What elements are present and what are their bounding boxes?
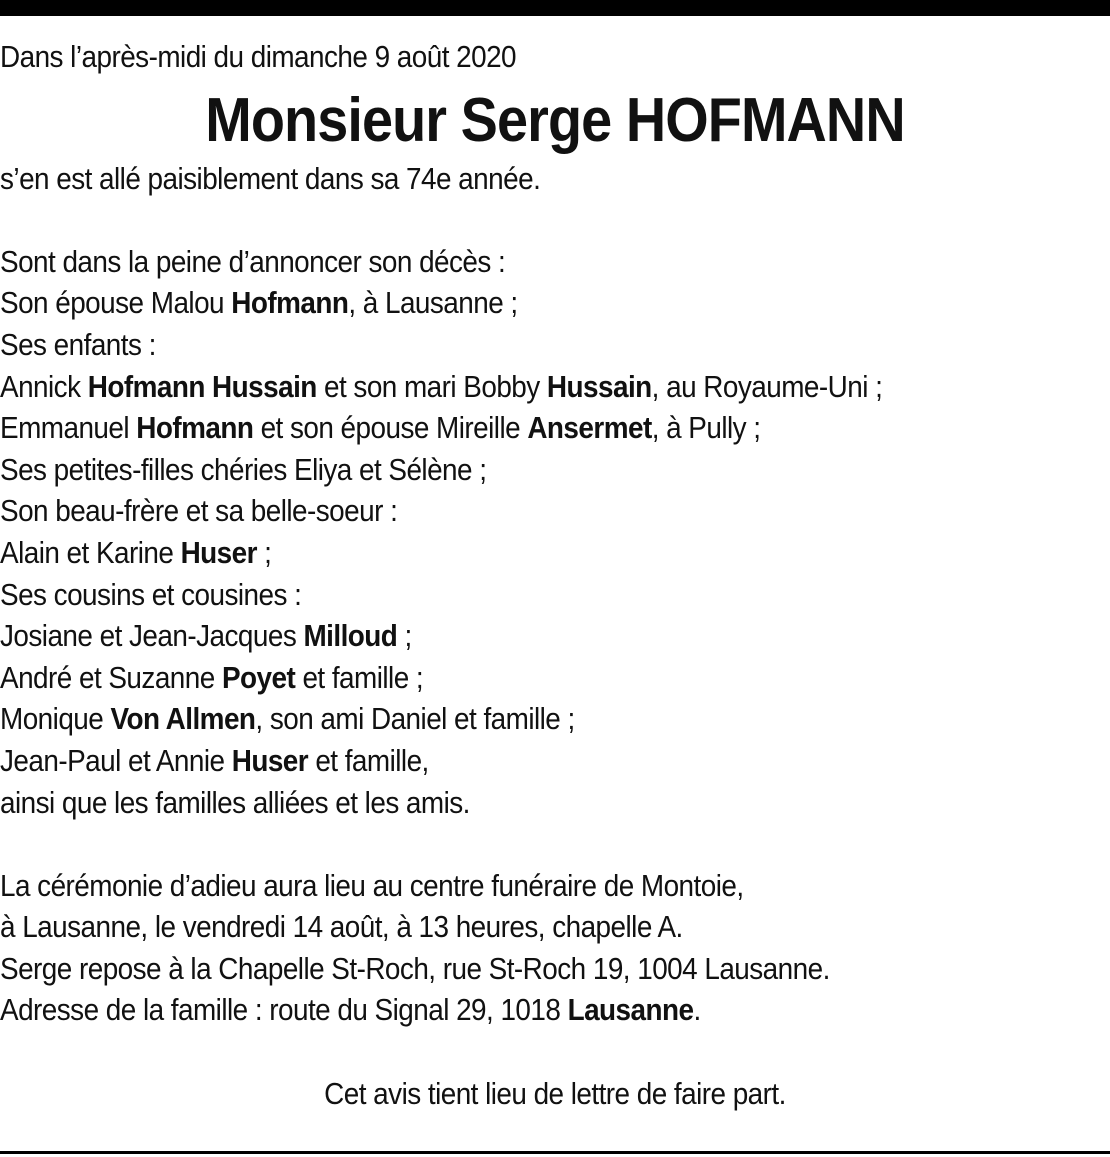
spacer — [0, 823, 1110, 865]
spouse-surname: Hofmann — [231, 285, 349, 321]
family-child2-line — [0, 407, 999, 449]
date-line: Dans l’après-midi du dimanche 9 août 2020 — [0, 39, 517, 74]
address-city: Lausanne — [567, 992, 694, 1028]
address-suffix: . — [693, 992, 701, 1028]
cousin1-surname: Milloud — [303, 618, 398, 654]
family-cousin2-line — [0, 657, 999, 699]
ceremony-line-2: à Lausanne, le vendredi 14 août, à 13 heures, chapelle A. — [0, 909, 683, 945]
child1-first-name: Annick — [0, 368, 88, 404]
child2-surname: Hofmann — [136, 410, 254, 446]
family-cousin3-line — [0, 698, 999, 740]
closing-note: Cet avis tient lieu de lettre de faire part. — [324, 1075, 786, 1111]
spouse-text: Son épouse Malou — [0, 285, 232, 321]
child1-partner: et son mari Bobby — [316, 368, 547, 404]
cousin4-surname: Huser — [231, 742, 309, 778]
family-in-laws-line — [0, 532, 999, 574]
address-text: Adresse de la famille : route du Signal 29, 1018 — [0, 992, 568, 1028]
bottom-border-rule — [0, 1151, 1110, 1154]
cousin3-suffix: , son ami Daniel et famille ; — [255, 701, 575, 737]
child2-partner: et son épouse Mireille — [253, 410, 528, 446]
top-border-rule — [0, 0, 1110, 16]
cousin4-names: Jean-Paul et Annie — [0, 742, 232, 778]
in-laws-names: Alain et Karine — [0, 534, 181, 570]
family-child1-line — [0, 366, 999, 408]
family-spouse-line — [0, 282, 999, 324]
ceremony-line-1: La cérémonie d’adieu aura lieu au centre funéraire de Montoie, — [0, 867, 744, 903]
allied-families-line: ainsi que les familles alliées et les amis. — [0, 784, 470, 820]
family-address-line — [0, 989, 999, 1031]
cousin1-suffix: ; — [397, 618, 412, 654]
children-heading: Ses enfants : — [0, 326, 156, 362]
announcement-intro: Sont dans la peine d’annoncer son décès : — [0, 243, 506, 279]
ceremony-line-3: Serge repose à la Chapelle St-Roch, rue St-Roch 19, 1004 Lausanne. — [0, 950, 830, 986]
spacer — [0, 1031, 1110, 1073]
death-notice — [0, 36, 1110, 1114]
child1-partner-surname: Hussain — [546, 368, 652, 404]
deceased-name-heading: Monsieur Serge HOFMANN — [205, 85, 905, 155]
in-laws-suffix: ; — [256, 534, 272, 570]
family-cousin4-line — [0, 740, 999, 782]
granddaughters-line: Ses petites-filles chéries Eliya et Sélène ; — [0, 451, 487, 487]
family-cousin1-line — [0, 615, 999, 657]
cousin2-names: André et Suzanne — [0, 659, 222, 695]
child1-surname: Hofmann Hussain — [87, 368, 317, 404]
spacer — [0, 199, 1110, 241]
cousin2-surname: Poyet — [221, 659, 296, 695]
cousin2-suffix: et famille ; — [295, 659, 424, 695]
child2-first-name: Emmanuel — [0, 410, 137, 446]
in-laws-surname: Huser — [180, 534, 257, 570]
child2-location: , à Pully ; — [651, 410, 761, 446]
cousin3-surname: Von Allmen — [110, 701, 256, 737]
passing-line: s’en est allé paisiblement dans sa 74e année. — [0, 160, 541, 196]
spouse-location: , à Lausanne ; — [348, 285, 518, 321]
cousin3-names: Monique — [0, 701, 111, 737]
cousin1-names: Josiane et Jean-Jacques — [0, 618, 304, 654]
child2-partner-surname: Ansermet — [527, 410, 652, 446]
child1-location: , au Royaume-Uni ; — [651, 368, 883, 404]
in-laws-heading: Son beau-frère et sa belle-soeur : — [0, 493, 398, 529]
cousin4-suffix: et famille, — [308, 742, 429, 778]
cousins-heading: Ses cousins et cousines : — [0, 576, 302, 612]
